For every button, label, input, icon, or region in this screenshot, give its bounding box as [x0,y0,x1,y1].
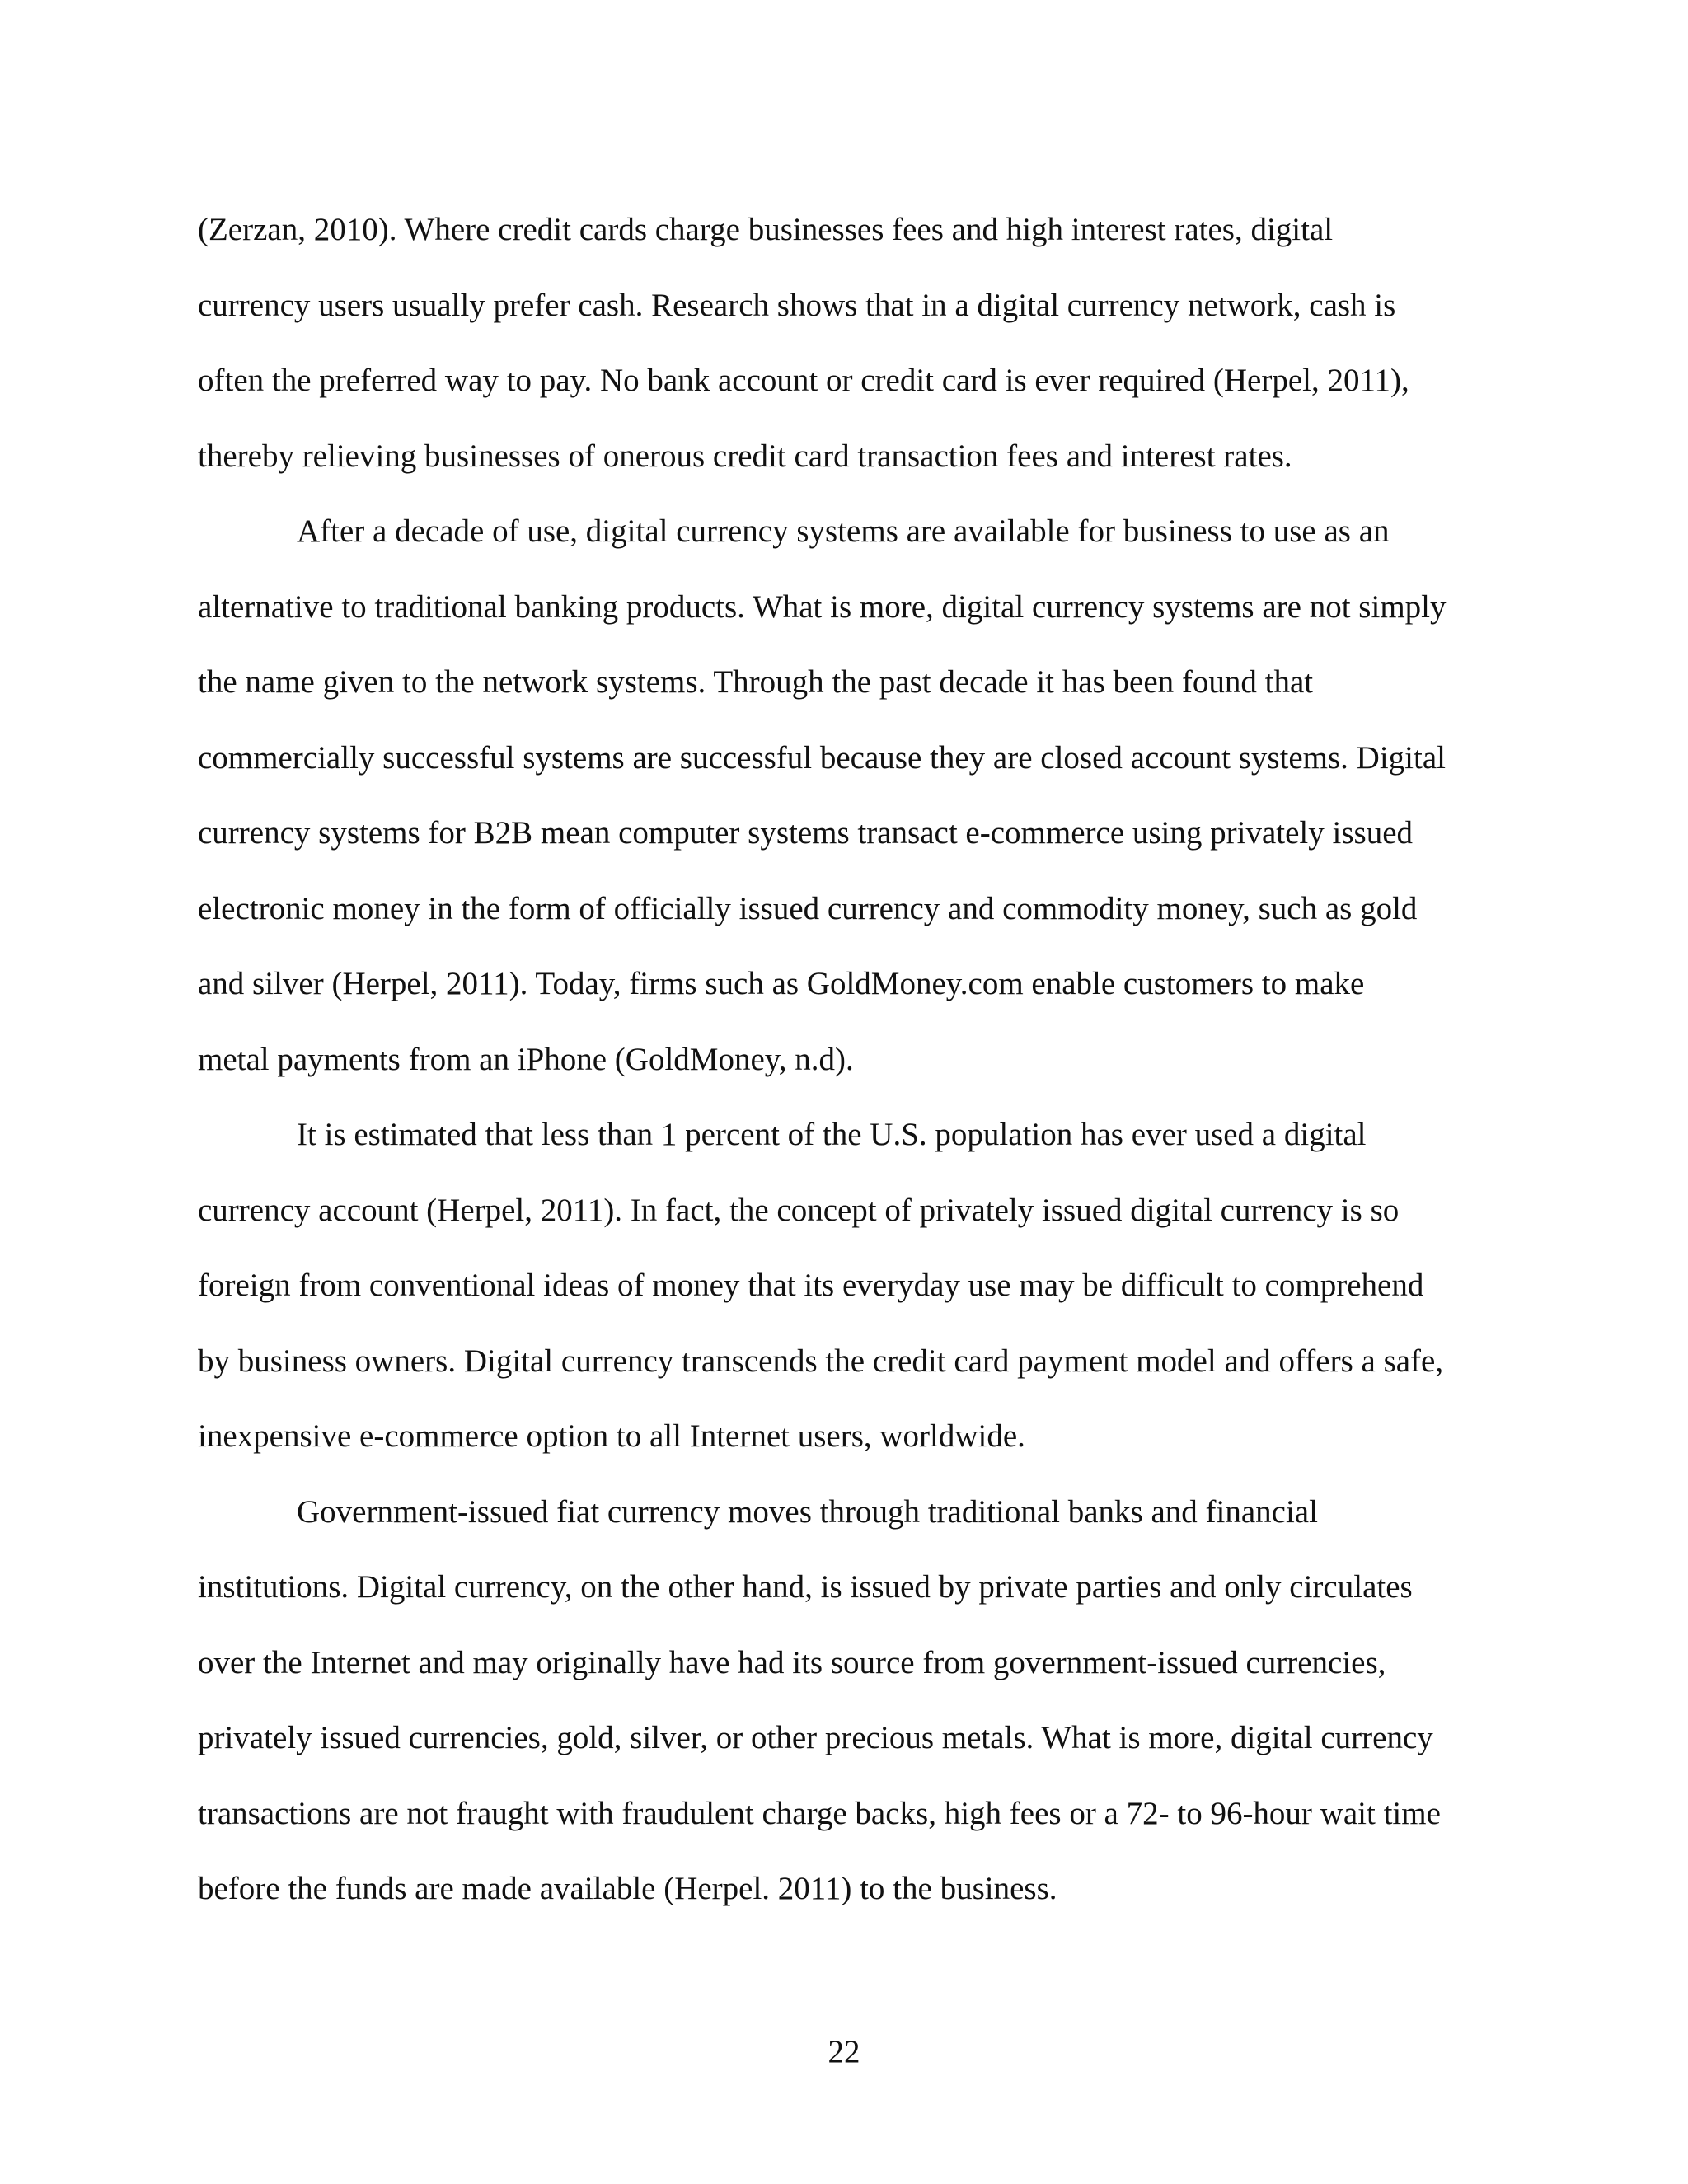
text-line: electronic money in the form of officially issued currency and commodity money, such as gold [198,890,1418,926]
body-text [198,192,1490,1927]
text-line: and silver (Herpel, 2011). Today, firms such as GoldMoney.com enable customers to make [198,966,1365,1001]
paragraph-start-line: It is estimated that less than 1 percent of the U.S. population has ever used a digital [297,1117,1367,1152]
text-line: by business owners. Digital currency transcends the credit card payment model and offers a safe, [198,1343,1444,1379]
text-line: currency users usually prefer cash. Research shows that in a digital currency network, cash is [198,287,1396,323]
text-line: inexpensive e-commerce option to all Internet users, worldwide. [198,1418,1025,1454]
text-line: alternative to traditional banking products. What is more, digital currency systems are not simply [198,588,1447,625]
text-line: the name given to the network systems. Through the past decade it has been found that [198,664,1314,700]
text-line: before the funds are made available (Herpel. 2011) to the business. [198,1871,1057,1906]
text-line: institutions. Digital currency, on the other hand, is issued by private parties and only circulates [198,1569,1413,1605]
text-line: thereby relieving businesses of onerous credit card transaction fees and interest rates. [198,438,1292,474]
text-line: foreign from conventional ideas of money that its everyday use may be difficult to comprehend [198,1268,1424,1303]
text-line: metal payments from an iPhone (GoldMoney, n.d). [198,1041,854,1077]
text-line: often the preferred way to pay. No bank account or credit card is ever required (Herpel, 2011), [198,363,1409,398]
paragraph-start-line: Government-issued fiat currency moves through traditional banks and financial [297,1493,1318,1530]
text-line: transactions are not fraught with fraudulent charge backs, high fees or a 72- to 96-hour wait time [198,1795,1441,1831]
text-line: currency account (Herpel, 2011). In fact, the concept of privately issued digital currency is so [198,1192,1400,1228]
text-line: currency systems for B2B mean computer systems transact e-commerce using privately issued [198,815,1414,851]
text-line: over the Internet and may originally have had its source from government-issued currencies, [198,1644,1386,1680]
page-number: 22 [828,2034,860,2069]
text-line: privately issued currencies, gold, silver, or other precious metals. What is more, digital currency [198,1720,1433,1755]
paragraph-start-line: After a decade of use, digital currency systems are available for business to use as an [297,513,1390,549]
text-line: (Zerzan, 2010). Where credit cards charge businesses fees and high interest rates, digital [198,212,1334,247]
text-line: commercially successful systems are successful because they are closed account systems. Digital [198,739,1446,776]
